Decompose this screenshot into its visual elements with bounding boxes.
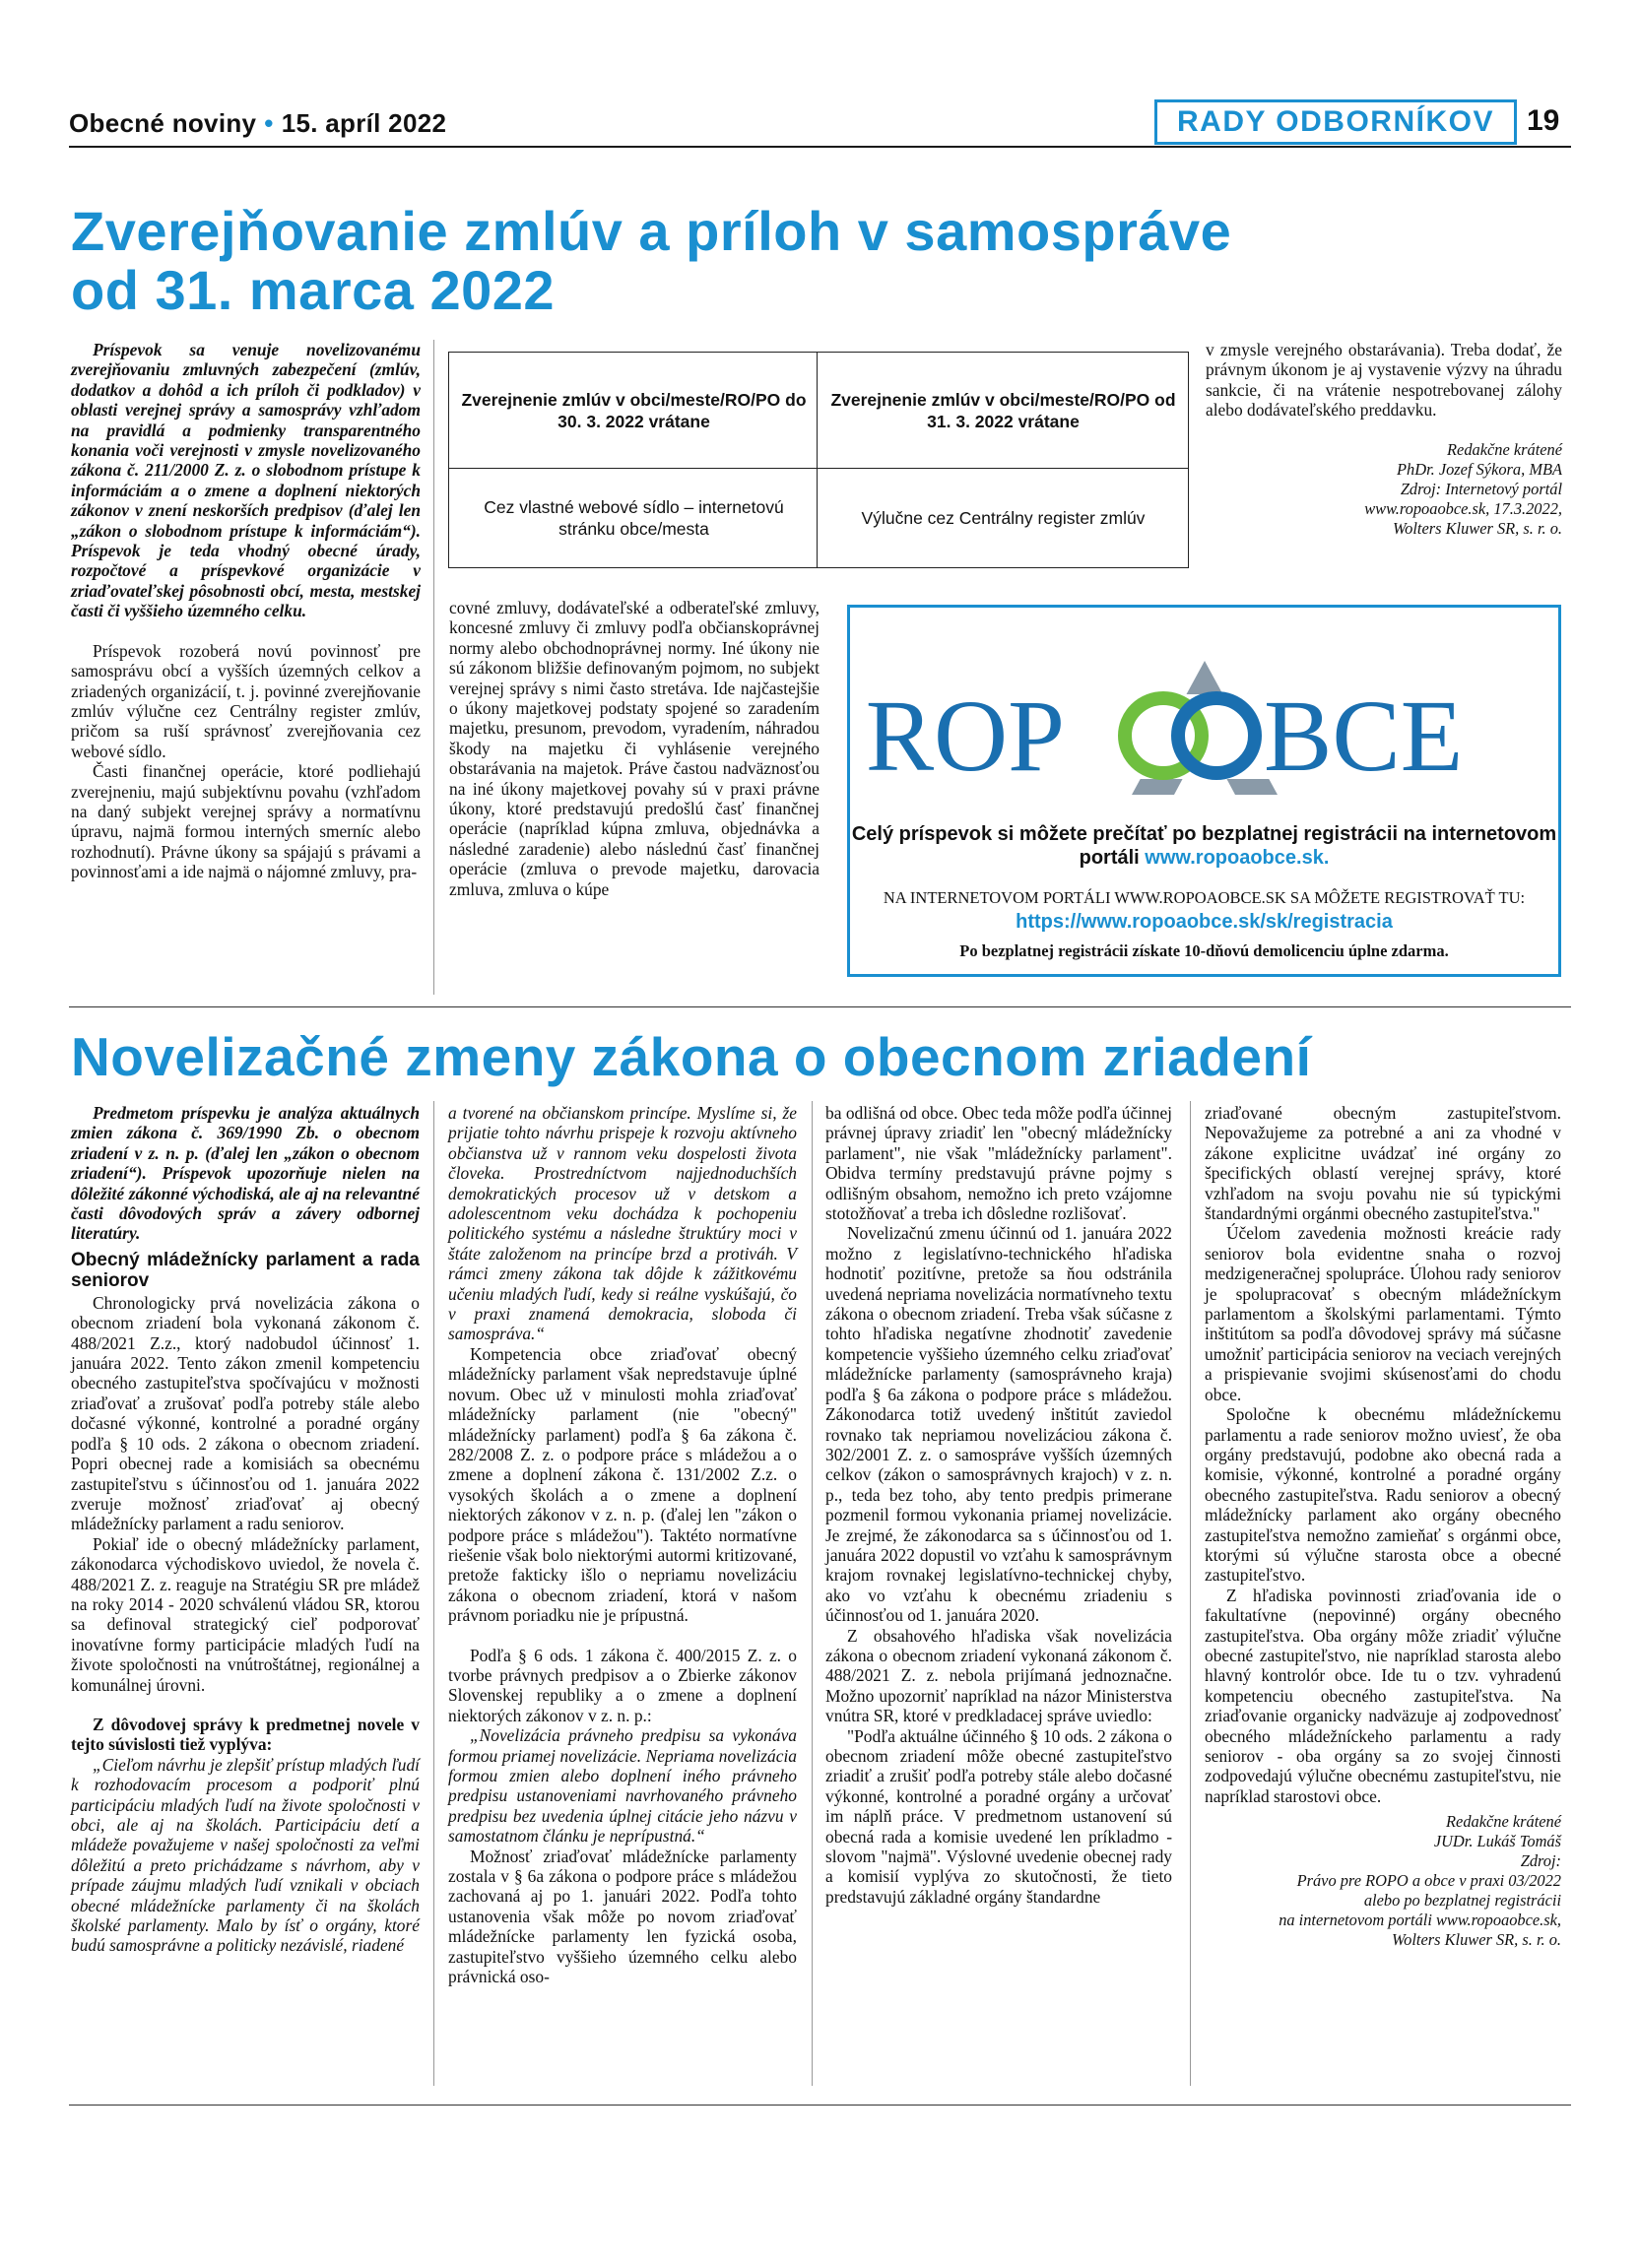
article-separator (69, 1006, 1571, 1007)
issue-date: 15. apríl 2022 (281, 108, 447, 138)
column-divider (433, 1101, 434, 2086)
article2-column-1 (71, 1103, 420, 1956)
article1-column-2 (449, 598, 820, 899)
article1-paragraph: Príspevok rozoberá novú povinnosť pre samosprávu obcí a vyšších územných celkov a zriadených organizácií, t. j. povinné zverejňovanie zmlúv výlučne cez Centrálny register zmlúv, pričom sa ruší správnosť zverejňovania cez webové sídlo. (71, 640, 421, 761)
header-rule (69, 146, 1571, 148)
article2-paragraph: Kompetencia obce zriaďovať obecný mládežnícky parlament však nepredstavuje úplné novum. Obec už v minulosti mohla zriaďovať mládežnícky parlament (nie "obecný" mládežnícky parlament) podľa § 6a zákona č. 282/2008 Z. z. o podpore práce s mládežou a o zmene a doplnení zákona č. 131/2002 Z.z. o vysokých školách a o zmene a doplnení niektorých zákonov v z. n. p. (ďalej len "zákon o podpore práce s mládežou"). Taktéto normatívne riešenie však bolo niektorými autormi kritizované, pretože fakticky išlo o nepriamu novelizáciu zákona o obecnom zriadení, ktorá v našom právnom poriadku nie je prípustná. (448, 1343, 797, 1626)
article1-paragraph: covné zmluvy, dodávateľské a odberateľské zmluvy, koncesné zmluvy či zmluvy podľa občianskoprávnej normy alebo obchodnoprávnej normy. Iné úkony nie sú zákonom bližšie definovaným pojmom, no subjekt verejnej správy s nimi často stretáva. Ide najčastejšie o úkony majetkovej podstaty spojené so zaradením majetku, presunom, prevodom, vyradením, náhradou škody na majetku či vyhlásenie verejného obstarávania na majetok. Práve častou nadväznosťou na iné úkony majetkovej povahy sú v praxi právne úkony, ktoré predstavujú predošlú časť finančnej operácie (napríklad kúpna zmluva, objednávka a následné zaradenie) alebo následnú časť finančnej operácie (zmluva o prevode majetku, darovacia zmluva, zmluva o kúpe (449, 598, 820, 899)
ropoaobce-ad (847, 605, 1561, 977)
ad-headline (850, 822, 1558, 870)
table-cell-before: Cez vlastné webové sídlo – internetovú stránku obce/mesta (484, 497, 784, 539)
article2-paragraph: "Podľa aktuálne účinného § 10 ods. 2 zákona o obecnom zriadení môže obecné zastupiteľstvo zriadiť a zrušiť podľa potreby stále alebo dočasné výkonné, kontrolné a poradné orgány a určovať im náplň práce. V predmetnom ustanovení sú obecná rada a komisie uvedené len príkladmo - slovom "najmä". Výslovné uvedenie obecnej rady a komisií vyplýva zo skutočnosti, že tieto predstavujú základné orgány štandardne (825, 1725, 1172, 1907)
article1-headline (71, 202, 1499, 320)
credit-line: www.ropoaobce.sk, 17.3.2022, (1364, 498, 1562, 518)
article2-paragraph: Možnosť zriaďovať mládežnícke parlamenty zostala v § 6a zákona o podpore práce s mládežou zachovaná aj po 1. januári 2022. Podľa tohto ustanovenia však môže po novom zriaďovať mládežnícke parlamenty len fyzická osoba, zastupiteľstvo vyššieho územného celku alebo právnická oso- (448, 1846, 797, 1987)
credit-line: Wolters Kluwer SR, s. r. o. (1393, 518, 1562, 538)
article2-subheading: Obecný mládežnícky parlament a rada seniorov (71, 1249, 420, 1291)
publication-name: Obecné noviny (69, 108, 257, 138)
article1-paragraph: v zmysle verejného obstarávania). Treba dodať, že právnym úkonom je aj vystavenie výzvy na úhradu sankcie, či na vrátenie nespotrebovanej zálohy alebo dodávateľského preddavku. (1206, 340, 1562, 421)
credit-author: JUDr. Lukáš Tomáš (1433, 1832, 1561, 1851)
table-divider (817, 353, 818, 567)
ad-portal-link[interactable]: www.ropoaobce.sk. (1145, 847, 1330, 869)
article1-headline-line2: od 31. marca 2022 (71, 259, 556, 321)
article2-paragraph: Pokiaľ ide o obecný mládežnícky parlament, zákonodarca východiskovo uviedol, že novela č. 488/2021 Z. z. reaguje na Stratégiu SR pre mládež na roky 2014 - 2020 schválenú vládou SR, ktorou sa definoval strategický cieľ podporovať inovatívne formy participácie mladých ľudí na živote spoločnosti na vnútroštátnej, regionálnej a komunálnej úrovni. (71, 1533, 420, 1695)
article2-paragraph: Novelizačnú zmenu účinnú od 1. januára 2022 možno z legislatívno-technického hľadiska hodnotiť pozitívne, pretože sa ňou odstránila uvedená nepriama novelizácia normatívneho textu zákona o obecnom zriadení. Treba však súčasne z tohto hľadiska negatívne zhodnotiť zavedenie kompetencie vyššieho územného celku zriaďovať mládežnícke parlamenty (samosprávneho kraja) podľa § 6a zákona o podpore práce s mládežou. Zákonodarca totiž uvedený inštitút zaviedol rovnako tak nepriamou novelizáciou zákona č. 302/2001 Z. z. o samospráve vyšších územných celkov (zákon o samosprávnych krajoch) v z. n. p., teda bez toho, aby tento predpis primerane pozmenil formou vykonania priamej novelizácie. Je zrejmé, že zákonodarca sa s účinnosťou od 1. januára 2022 dopustil vo vzťahu k samosprávnym krajom rovnakej legislatívno-technickej chyby, ako vo vzťahu k obecnému zriadeniu s účinnosťou od 1. januára 2020. (825, 1223, 1172, 1626)
ad-demo-offer: Po bezplatnej registrácii získate 10-dňovú demolicenciu úplne zdarma. (959, 941, 1449, 960)
article1-paragraph: Časti finančnej operácie, ktoré podliehajú zverejneniu, majú subjektívnu povahu (vzhľadom na daný subjekt verejnej správy a normatívnu úpravu, najmä formou interných smerníc alebo rozhodnutí). Právne úkony sa spájajú s právami a povinnosťami a ide najmä o nájomné zmluvy, pra- (71, 761, 421, 882)
article2-lead: Predmetom príspevku je analýza aktuálnych zmien zákona č. 369/1990 Zb. o obecnom zriadení v z. n. p. (ďalej len „zákon o obecnom zriadení“). Príspevok upozorňuje nielen na dôležité zákonné východiská, ale aj na relevantné časti dôvodových správ a závery odbornej literatúry. (71, 1103, 420, 1244)
article2-credit (1205, 1812, 1561, 1950)
credit-line: na internetovom portáli www.ropoaobce.sk, (1279, 1911, 1561, 1930)
table-header-before: Zverejnenie zmlúv v obci/meste/RO/PO do 30. 3. 2022 vrátane (461, 390, 807, 431)
table-header-after: Zverejnenie zmlúv v obci/meste/RO/PO od 31. 3. 2022 vrátane (830, 390, 1176, 431)
article2-quote: „Novelizácia právneho predpisu sa vykonáva formou priamej novelizácie. Nepriama novelizácia formou zmien alebo doplnení iného právneho predpisu ustanoveniami navrhovaného právneho predpisu bez uvedenia úplnej citácie jeho názvu v samostatnom článku je neprípustná.“ (448, 1725, 797, 1847)
article2-paragraph: Spoločne k obecnému mládežníckemu parlamentu a rade seniorov možno uviesť, že oba orgány predstavujú, podobne ako obecná rada a komisie, výkonné, kontrolné a poradné orgány obecného zastupiteľstva. Radu seniorov a obecný mládežnícky parlament ako orgány obecného zastupiteľstva nemožno zamieňať s orgánmi obce, ktorými sú výlučne starosta obce a obecné zastupiteľstvo. (1205, 1404, 1561, 1586)
credit-line: Redakčne krátené (1446, 1812, 1561, 1832)
credit-line: Zdroj: (1520, 1851, 1561, 1871)
article2-column-3 (825, 1103, 1172, 1907)
article2-paragraph: Z obsahového hľadiska však novelizácia zákona o obecnom zriadení vykonaná zákonom č. 488/2021 Z. z. nebola prijímaná jednoznačne. Možno upozorniť napríklad na názor Ministerstva vnútra SR, ktoré v predkladacej správe uviedlo: (825, 1625, 1172, 1726)
table-cell-after: Výlučne cez Centrálny register zmlúv (861, 508, 1146, 528)
article2-paragraph: Z dôvodovej správy k predmetnej novele v tejto súvislosti tiež vyplýva: (71, 1714, 420, 1755)
article2-paragraph: zriaďované obecným zastupiteľstvom. Nepovažujeme za potrebné a ani za vhodné v zákone explicitne uvádzať iné orgány zo špecifických oblastí verejnej správy, ktoré vzhľadom na svoju povahu nie sú typickými štandardnými orgánmi obecného zastupiteľstva." (1205, 1103, 1561, 1224)
article1-credit (1206, 440, 1562, 539)
article2-paragraph: Účelom zavedenia možnosti kreácie rady seniorov bola evidentne snaha o rozvoj medzigeneračnej spolupráce. Úlohou rady seniorov je spolupracovať s obecným mládežníckym parlamentom a školskými parlamentami. Týmto inštitútom sa podľa dôvodovej správy má súčasne umožniť participácia seniorov na veciach verejných a prispievanie svojimi skúsenosťami do chodu obce. (1205, 1223, 1561, 1404)
ad-headline-text: Celý príspevok si môžete prečítať po bezplatnej registrácii na internetovom portáli (851, 823, 1557, 869)
comparison-table (448, 352, 1189, 568)
logo-text-left: ROP (865, 680, 1065, 793)
credit-author: PhDr. Jozef Sýkora, MBA (1397, 459, 1562, 479)
credit-line: Wolters Kluwer SR, s. r. o. (1392, 1930, 1561, 1950)
article2-column-4 (1205, 1103, 1561, 1950)
ropoaobce-logo (850, 647, 1558, 795)
running-header (69, 108, 446, 139)
credit-line: alebo po bezplatnej registrácii (1363, 1891, 1561, 1911)
article2-paragraph: ba odlišná od obce. Obec teda môže podľa účinnej právnej úpravy zriadiť len "obecný mládežnícky parlament", nie však "mládežnícky parlament". Obidva termíny predstavujú právne pojmy s odlišným obsahom, nemožno ich preto vzájomne stotožňovať a treba ich dôsledne rozlišovať. (825, 1103, 1172, 1224)
article1-headline-line1: Zverejňovanie zmlúv a príloh v samospráve (71, 200, 1232, 262)
ad-register-note: NA INTERNETOVOM PORTÁLI WWW.ROPOAOBCE.SK SA MÔŽETE REGISTROVAŤ TU: (883, 888, 1526, 907)
footer-rule (69, 2105, 1571, 2106)
credit-line: Právo pre ROPO a obce v praxi 03/2022 (1296, 1871, 1561, 1891)
column-divider (433, 340, 434, 995)
article2-quote: a tvorené na občianskom princípe. Myslíme si, že prijatie tohto návrhu prispeje k rozvoju aktívneho občianstva už v rannom veku dospelosti života človeka. Prostredníctvom najjednoduchších demokratických procesov už v detskom a adolescentnom veku dochádza k pochopeniu politického systému a následne štruktúry moci v štáte založenom na princípe brzd a protiváh. V rámci zmeny zákona tak dôjde k zážitkovému učeniu mladých ľudí, kedy si reálne vyskúšajú, čo v praxi znamená demokracia, sloboda či samospráva.“ (448, 1103, 797, 1344)
credit-line: Redakčne krátené (1447, 439, 1562, 459)
article2-quote: „Cieľom návrhu je zlepšiť prístup mladých ľudí k rozhodovacím procesom a podporiť plnú participáciu mladých ľudí na živote spoločnosti v obci, ale aj na školách. Participáciu detí a mládeže považujeme v našej spoločnosti za veľmi dôležitú a preto prichádzame s návrhom, aby v prípade záujmu mladých ľudí vznikali v obciach obecné mládežnícke parlamenty či na školách školské parlamenty. Malo by ísť o orgány, ktoré budú samosprávne a politicky nezávislé, riadené (71, 1754, 420, 1956)
article2-column-2 (448, 1103, 797, 1986)
article2-headline: Novelizačné zmeny zákona o obecnom zriadení (71, 1026, 1312, 1087)
article1-column-1 (71, 340, 421, 882)
section-label: RADY ODBORNÍKOV (1154, 99, 1517, 145)
article2-paragraph: Z hľadiska povinnosti zriaďovania ide o fakultatívne (nepovinné) orgány obecného zastupiteľstva. Oba orgány môže zriadiť výlučne obecné zastupiteľstvo, nie napríklad starosta alebo hlavný kontrolór obce. Ide tu o tzv. vyhradenú kompetenciu obecného zastupiteľstva. Na zriaďovanie organicky nadväzuje aj zodpovednosť obecného mládežníckeho parlamentu a rady seniorov - oba orgány sa zo svojej činnosti zodpovedajú výlučne obecnému zastupiteľstvu, nie napríklad starostovi obce. (1205, 1585, 1561, 1806)
bullet-separator: • (264, 108, 274, 138)
column-divider (812, 1101, 813, 2086)
article1-column-3 (1206, 340, 1562, 539)
article1-lead: Príspevok sa venuje novelizovanému zverejňovaniu zmluvných zabezpečení (zmlúv, dodatkov a dohôd a ich príloh či podkladov) v oblasti verejnej správy a samosprávy vzhľadom na pravidlá a podmienky transparentného konania voči verejnosti v zmysle novelizovaného zákona č. 211/2000 Z. z. o slobodnom prístupe k informáciám a o zmene a doplnení niektorých zákonov v znení neskorších predpisov (ďalej len „zákon o slobodnom prístupe k informáciám“). Príspevok je teda vhodný obecné úrady, rozpočtové a príspevkové organizácie v zriaďovateľskej pôsobnosti obcí, mesta, mestskej časti či vyššieho územného celku. (71, 340, 421, 621)
logo-text-right: BCE (1264, 680, 1464, 793)
article2-paragraph: Podľa § 6 ods. 1 zákona č. 400/2015 Z. z. o tvorbe právnych predpisov a o Zbierke zákonov Slovenskej republiky a o zmene a doplnení niektorých zákonov v z. n. p.: (448, 1645, 797, 1725)
ad-registration-link[interactable]: https://www.ropoaobce.sk/sk/registracia (1016, 911, 1393, 933)
article2-paragraph: Chronologicky prvá novelizácia zákona o obecnom zriadení bola vykonaná zákonom č. 488/2021 Z.z., ktorý nadobudol účinnosť 1. januára 2022. Tento zákon zmenil kompetenciu obecného zastupiteľstva spočívajúcu v možnosti zriaďovať a zrušovať podľa potreby stále alebo dočasné výkonné, kontrolné a poradné orgány podľa § 10 ods. 2 zákona o obecnom zriadení. Popri obecnej rade a komisiách sa obecnému zastupiteľstvu s účinnosťou od 1. januára 2022 zveruje možnosť zriaďovať aj obecný mládežnícky parlament a radu seniorov. (71, 1292, 420, 1534)
credit-line: Zdroj: Internetový portál (1400, 479, 1562, 498)
table-divider (449, 468, 1188, 469)
page-number: 19 (1527, 104, 1560, 137)
column-divider (1190, 1101, 1191, 2086)
